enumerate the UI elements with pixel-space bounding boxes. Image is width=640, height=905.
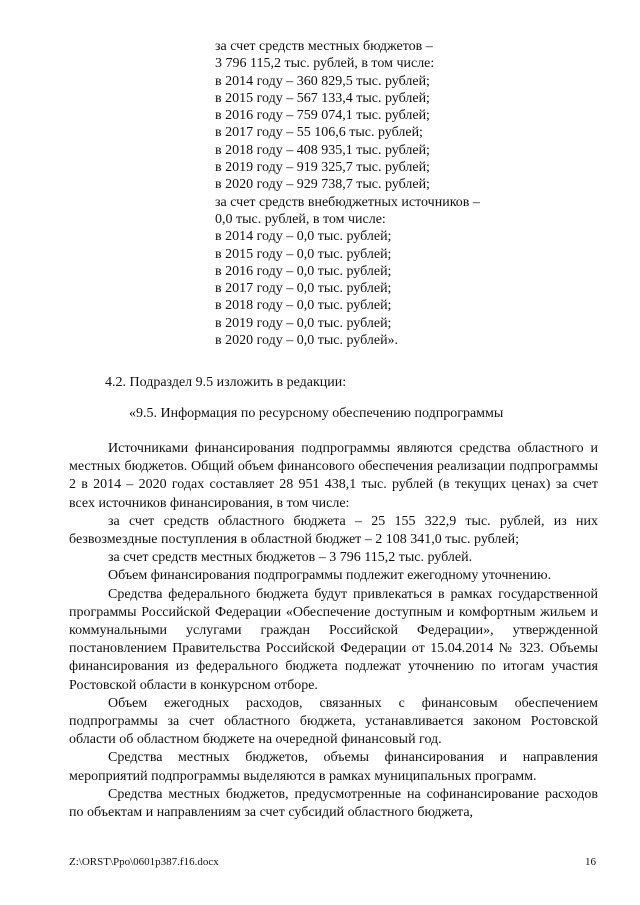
list-line: в 2014 году – 0,0 тыс. рублей; <box>215 229 392 245</box>
list-line: 3 796 115,2 тыс. рублей, в том числе: <box>215 56 435 72</box>
list-line: в 2018 году – 0,0 тыс. рублей; <box>215 298 392 314</box>
funding-list <box>215 38 545 349</box>
list-line: в 2020 году – 0,0 тыс. рублей». <box>215 333 399 349</box>
list-line: в 2015 году – 0,0 тыс. рублей; <box>215 246 392 262</box>
section-heading: «9.5. Информация по ресурсному обеспечению подпрограммы <box>129 406 504 421</box>
list-line: в 2020 году – 929 738,7 тыс. рублей; <box>215 177 430 193</box>
list-line: в 2016 году – 0,0 тыс. рублей; <box>215 263 392 279</box>
page-number: 16 <box>585 856 596 868</box>
amendment-intro: 4.2. Подраздел 9.5 изложить в редакции: <box>105 375 347 390</box>
list-line: за счет средств внебюджетных источников – <box>215 194 480 210</box>
list-line: в 2016 году – 759 074,1 тыс. рублей; <box>215 108 430 124</box>
paragraph: Средства местных бюджетов, объемы финансирования и направления мероприятий подпрограммы выделяются в рамках муниципальных программ. <box>69 750 598 784</box>
paragraph: Объем ежегодных расходов, связанных с финансовым обеспечением подпрограммы за счет областного бюджета, устанавливается законом Ростовской области об областном бюджете на очередной финансовый год. <box>69 695 598 748</box>
paragraph: за счет средств местных бюджетов – 3 796 115,2 тыс. рублей. <box>108 550 473 566</box>
list-line: в 2019 году – 919 325,7 тыс. рублей; <box>215 160 430 176</box>
list-line: в 2014 году – 360 829,5 тыс. рублей; <box>215 73 430 89</box>
paragraph: Источниками финансирования подпрограммы являются средства областного и местных бюджетов. Общий объем финансового обеспечения реализации подпрограммы 2 в 2014 – 2020 годах составляет 28 951 438,1 тыс. рублей (в текущих ценах) за счет всех источников финансирования, в том числе: <box>69 441 598 511</box>
list-line: в 2017 году – 55 106,6 тыс. рублей; <box>215 125 423 141</box>
paragraph: за счет средств областного бюджета – 25 155 322,9 тыс. рублей, из них безвозмездные поступления в областной бюджет – 2 108 341,0 тыс. рублей; <box>69 513 598 548</box>
list-line: в 2019 году – 0,0 тыс. рублей; <box>215 315 392 331</box>
section-body <box>69 440 598 822</box>
list-line: в 2017 году – 0,0 тыс. рублей; <box>215 281 392 297</box>
list-line: в 2015 году – 567 133,4 тыс. рублей; <box>215 90 430 106</box>
paragraph: Средства федерального бюджета будут привлекаться в рамках государственной программы Российской Федерации «Обеспечение доступным и комфортным жильем и коммунальными услугами граждан Российской Федерации», утвержденной постановлением Правительства Российской Федерации от 15.04.2014 № 323. Объемы финансирования из федерального бюджета подлежат уточнению по итогам участия Ростовской области в конкурсном отборе. <box>69 586 598 693</box>
list-line: за счет средств местных бюджетов – <box>215 39 433 54</box>
paragraph: Объем финансирования подпрограммы подлежит ежегодному уточнению. <box>108 568 552 584</box>
list-line: в 2018 году – 408 935,1 тыс. рублей; <box>215 142 430 158</box>
file-path-footer: Z:\ORST\Ppo\0601p387.f16.docx <box>69 856 219 868</box>
list-line: 0,0 тыс. рублей, в том числе: <box>215 211 386 227</box>
paragraph: Средства местных бюджетов, предусмотренные на софинансирование расходов по объектам и направлениям за счет субсидий областного бюджета, <box>69 786 598 821</box>
